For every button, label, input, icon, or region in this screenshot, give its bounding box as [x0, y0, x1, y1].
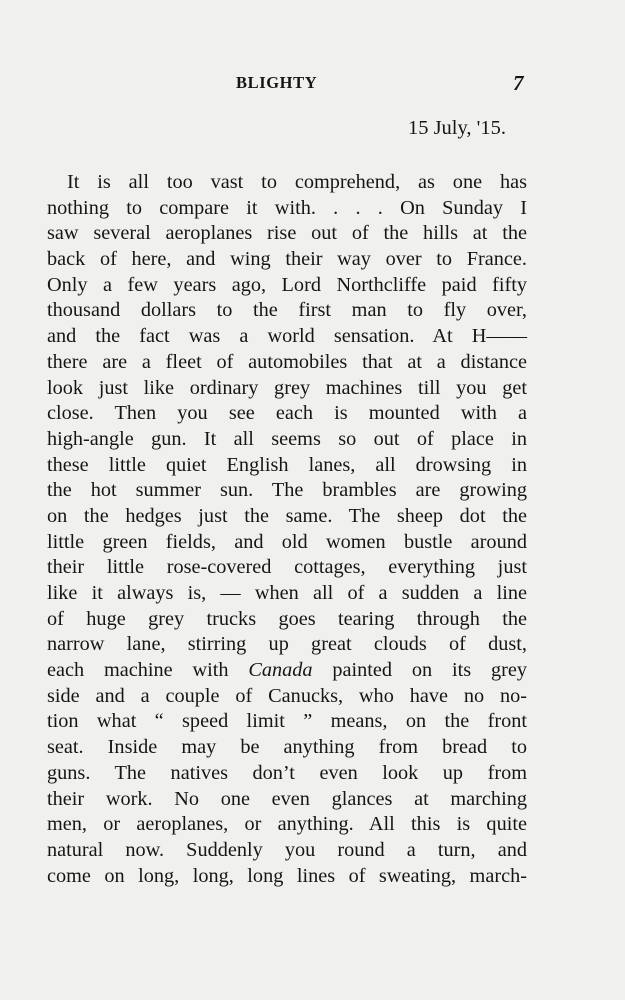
text-run: each machine with — [47, 659, 249, 682]
text-line: natural now. Suddenly you round a turn, and — [47, 838, 527, 861]
dateline: 15 July, '15. — [407, 117, 506, 139]
text-line: like it always is, — when all of a sudden a line — [47, 582, 527, 604]
text-line: nothing to compare it with. . . . On Sunday I — [47, 196, 527, 219]
running-title: BLIGHTY — [236, 73, 318, 92]
text-line: little green fields, and old women bustle around — [47, 530, 527, 553]
text-line: and the fact was a world sensation. At H—— — [47, 325, 527, 348]
text-line: saw several aeroplanes rise out of the hills at the — [47, 222, 527, 245]
text-line: narrow lane, stirring up great clouds of dust, — [47, 633, 527, 656]
text-line: back of here, and wing their way over to France. — [47, 248, 527, 271]
text-line: seat. Inside may be anything from bread to — [47, 736, 527, 759]
text-line: come on long, long, long lines of sweating, march- — [47, 864, 527, 887]
text-line: their little rose-covered cottages, everything just — [47, 556, 527, 579]
text-line: tion what “ speed limit ” means, on the front — [47, 710, 527, 733]
text-line: the hot summer sun. The brambles are growing — [47, 479, 527, 502]
body-text — [47, 170, 527, 889]
text-line: men, or aeroplanes, or anything. All this is quite — [47, 813, 527, 836]
text-line: look just like ordinary grey machines till you get — [47, 376, 527, 399]
text-line: Only a few years ago, Lord Northcliffe paid fifty — [47, 273, 527, 296]
text-line: close. Then you see each is mounted with a — [47, 402, 527, 425]
page-number: 7 — [513, 71, 524, 95]
text-line: side and a couple of Canucks, who have no no- — [47, 684, 527, 707]
text-run: painted on its grey — [312, 659, 527, 682]
text-line: It is all too vast to comprehend, as one has — [67, 171, 527, 193]
text-line — [47, 658, 527, 684]
text-line: guns. The natives don’t even look up from — [47, 761, 527, 784]
text-line: on the hedges just the same. The sheep dot the — [47, 504, 527, 527]
text-line: these little quiet English lanes, all drowsing in — [47, 453, 527, 476]
italic-word: Canada — [248, 659, 313, 682]
text-line: high-angle gun. It all seems so out of place in — [47, 427, 527, 450]
text-line: of huge grey trucks goes tearing through the — [47, 607, 527, 630]
running-head — [0, 73, 625, 97]
text-line: their work. No one even glances at marching — [47, 787, 527, 810]
text-line: there are a fleet of automobiles that at a distance — [47, 350, 527, 373]
text-line: thousand dollars to the first man to fly over, — [47, 299, 527, 322]
